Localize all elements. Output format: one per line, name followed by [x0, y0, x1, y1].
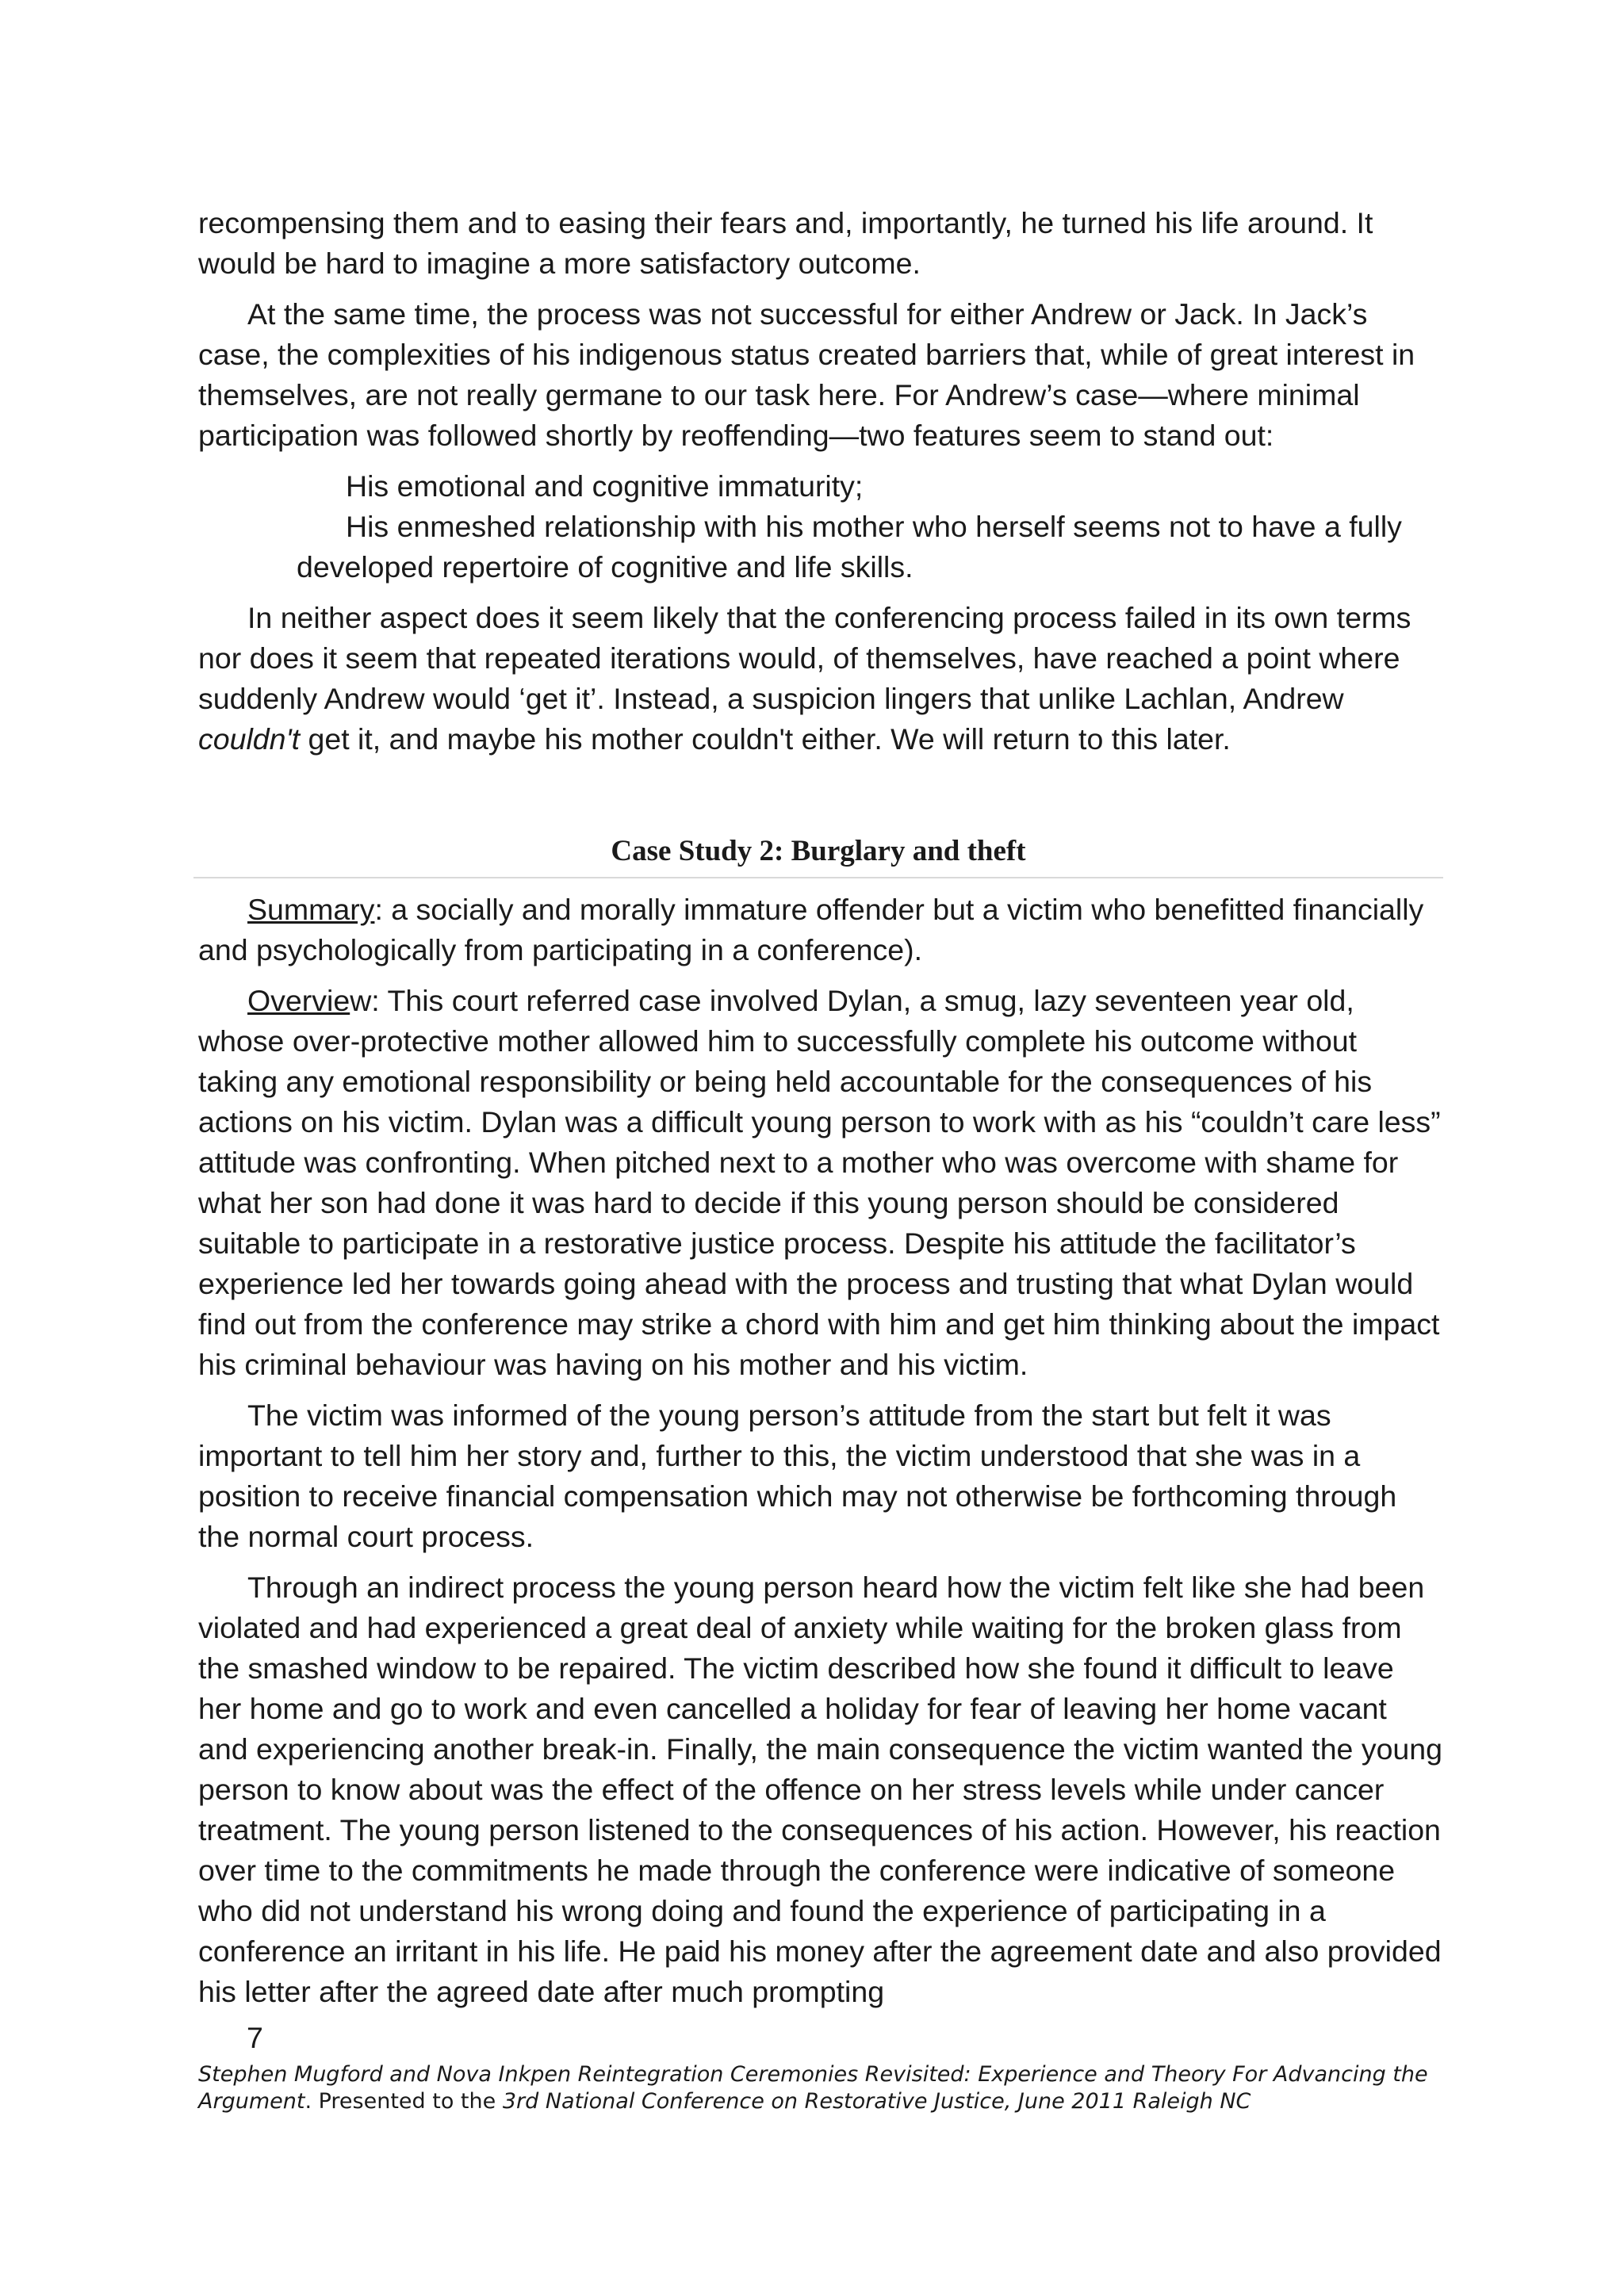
list-item-enmeshed: His enmeshed relationship with his mother who herself seems not to have a fully developed repertoire of cognitive and life skills.	[297, 510, 1402, 584]
paragraph-andrew-jack: At the same time, the process was not successful for either Andrew or Jack. In Jack’s case, the complexities of his indigenous status created barriers that, while of great interest in themselves, are not really germane to our task here. For Andrew’s case—where minimal participation was followed shortly by reoffending—two features seem to stand out:	[198, 297, 1415, 452]
footer-citation	[198, 2061, 1443, 2115]
paragraph-continuation: recompensing them and to easing their fears and, importantly, he turned his life around. It would be hard to imagine a more satisfactory outcome.	[198, 206, 1373, 280]
list-item-immaturity: His emotional and cognitive immaturity;	[346, 469, 864, 503]
page-body	[198, 203, 1443, 2022]
paragraph-neither-aspect-text: In neither aspect does it seem likely that the conferencing process failed in its own terms nor does it seem that repeated iterations would, of themselves, have reached a point where suddenly Andrew would ‘get it’. Instead, a suspicion lingers that unlike Lachlan, Andrew	[198, 601, 1411, 715]
overview-text: w: This court referred case involved Dylan, a smug, lazy seventeen year old, whose over-protective mother allowed him to successfully complete his outcome without taking any emotional responsibility or being held accountable for the consequences of his actions on his victim. Dylan was a difficult young person to work with as his “couldn’t care less” attitude was confronting. When pitched next to a mother who was overcome with shame for what her son had done it was hard to decide if this young person should be considered suitable to participate in a restorative justice process. Despite his attitude the facilitator’s experience led her towards going ahead with the process and trusting that what Dylan would find out from the conference may strike a chord with him and get him thinking about the impact his criminal behaviour was having on his mother and his victim.	[198, 984, 1441, 1381]
paragraph-summary	[198, 890, 1443, 970]
overview-label: Overvie	[247, 984, 350, 1017]
footer-conference: 3rd National Conference on Restorative Justice, June 2011 Raleigh NC	[502, 2089, 1251, 2114]
summary-text: : a socially and morally immature offender but a victim who benefitted financially and psychologically from participating in a conference).	[198, 893, 1424, 966]
section-heading-container	[193, 830, 1443, 878]
paragraph-indirect-process: Through an indirect process the young person heard how the victim felt like she had been violated and had experienced a great deal of anxiety while waiting for the broken glass from the smashed window to be repaired. The victim described how she found it difficult to leave her home and go to work and even cancelled a holiday for fear of leaving her home vacant and experiencing another break-in. Finally, the main consequence the victim wanted the young person to know about was the effect of the offence on her stress levels while under cancer treatment. The young person listened to the consequences of his action. However, his reaction over time to the commitments he made through the conference were indicative of someone who did not understand his wrong doing and found the experience of participating in a conference an irritant in his life. He paid his money after the agreement date and also provided his letter after the agreed date after much prompting	[198, 1571, 1442, 2008]
summary-label: Summary	[247, 893, 375, 926]
footer-title: Stephen Mugford and Nova Inkpen Reintegration Ceremonies Revisited: Experience and Theory For Advancing the Argument	[198, 2062, 1428, 2114]
page-number: 7	[247, 2021, 263, 2054]
paragraph-victim-informed: The victim was informed of the young person’s attitude from the start but felt it was important to tell him her story and, further to this, the victim understood that she was in a position to receive financial compensation which may not otherwise be forthcoming through the normal court process.	[198, 1399, 1397, 1553]
footer-presented: . Presented to the	[304, 2089, 503, 2114]
paragraph-neither-aspect-end: get it, and maybe his mother couldn't either. We will return to this later.	[300, 722, 1231, 756]
paragraph-overview	[198, 981, 1443, 1385]
emphasis-couldnt: couldn't	[198, 722, 301, 756]
section-heading: Case Study 2: Burglary and theft	[611, 835, 1026, 867]
paragraph-neither-aspect	[198, 598, 1443, 760]
section-spacer	[198, 770, 1443, 830]
